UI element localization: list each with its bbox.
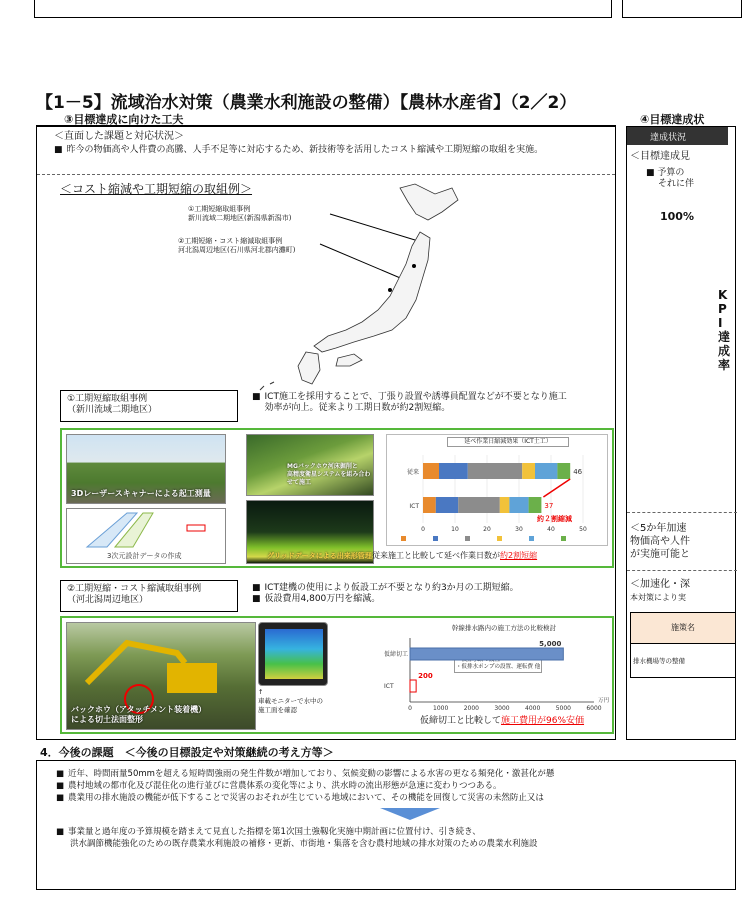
case2-label-line2: （河北潟周辺地区）	[67, 595, 149, 605]
accel-line1: ＜加速化・深	[630, 579, 690, 590]
chart1-reduction-arrow	[543, 479, 570, 497]
chart2-bar	[410, 648, 563, 660]
bullet-mark: ■	[252, 392, 261, 402]
chart2-tick-label: 2000	[463, 705, 479, 712]
photo1-caption: 3Dレーザースキャナーによる起工測量	[71, 489, 211, 498]
previous-page-box-left	[34, 0, 612, 18]
case2-bullet-1	[252, 583, 592, 594]
future-bullet-4	[56, 826, 538, 850]
photo3-caption	[287, 463, 373, 487]
bullet-mark: ■	[56, 781, 65, 791]
chart1-bar-segment	[509, 497, 528, 513]
bullet-mark: ■	[252, 594, 261, 604]
chart2-tick-label: 3000	[494, 705, 510, 712]
bullet-mark: ■	[252, 583, 261, 593]
photo4-caption: グリッドデータによる出来形管理	[267, 552, 372, 560]
photo-vehicle-monitor	[258, 622, 328, 686]
five-year-line2: 物価高や人件	[630, 536, 690, 547]
chart1-bar-segment	[522, 463, 535, 479]
chart1-reduction-note: 約２割縮減	[537, 515, 572, 523]
chart1-svg	[387, 435, 607, 543]
chart1-bar-segment	[500, 497, 510, 513]
future-bullet1-text: 近年、時間雨量50mmを超える短時間強雨の発生件数が増加しており、気候変動の影響による水害の更なる頻発化・激甚化が懸	[68, 769, 555, 779]
chart1-legend-swatch	[401, 536, 406, 541]
map-label-case1-line2: 新川流域二期地区(新潟県新潟市)	[188, 214, 292, 222]
bullet-mark: ■	[56, 827, 65, 837]
chart1-tick-label: 10	[451, 526, 459, 533]
future-bullet3-text: 農業用の排水施設の機能が低下することで災害のおそれが生じている地域において、その機能を回復して災害の未然防止又は	[68, 793, 544, 803]
bullet-mark: ■	[56, 793, 65, 803]
chart1-bar-segment	[436, 497, 458, 513]
section4-accel	[630, 578, 690, 604]
chart1-container	[386, 434, 608, 546]
chart2-container	[382, 622, 610, 714]
chart1-category-label: ICT	[409, 503, 419, 510]
chart2-value-label: 200	[418, 672, 433, 680]
chart1-bar-segment	[529, 497, 542, 513]
photo-mg-backhoe	[246, 434, 374, 496]
monitor-screen	[265, 629, 323, 679]
photo-grid-data	[246, 500, 374, 564]
future-bullet4-line1	[56, 826, 538, 838]
case1-label-line2: （新川流域二期地区）	[67, 405, 158, 415]
monitor-caption-line2: 施工面を確認	[258, 706, 297, 714]
section3-title: ③目標達成に向けた工夫	[64, 113, 184, 126]
chart2-category-label: ICT	[384, 683, 394, 690]
future-bullets	[56, 768, 736, 804]
section4-title: ④目標達成状	[640, 113, 705, 126]
monitor-caption-line1: 車載モニターで水中の	[258, 697, 323, 705]
section4-table	[630, 612, 736, 678]
chart2-tick-label: 4000	[525, 705, 541, 712]
honshu-shape	[314, 232, 430, 352]
photo2-caption: 3次元設計データの作成	[107, 552, 182, 560]
design-data-diagram	[67, 509, 227, 549]
case2-comparison	[420, 716, 584, 727]
shikoku-shape	[336, 354, 362, 366]
map-label-case2-line1: ②工期短縮・コスト縮減取組事例	[178, 237, 283, 245]
photo-backhoe-attachment	[66, 622, 256, 730]
chart1-bar-segment	[423, 497, 436, 513]
case2-bullets	[252, 583, 592, 605]
section4-bullet	[646, 168, 694, 190]
kpi-char-5: 成	[718, 344, 731, 358]
chart2-unit-label: 万円	[598, 698, 610, 704]
chart2-category-label: 仮締切工	[384, 651, 409, 658]
photo3-caption-line1: MGバックホウ河床掘削と	[287, 463, 358, 470]
case1-comparison	[372, 550, 537, 561]
section4-divider1	[627, 512, 737, 513]
kyushu-shape	[298, 352, 320, 384]
chart1-legend-swatch	[497, 536, 502, 541]
kpi-char-1: K	[718, 288, 728, 302]
examples-heading: ＜コスト縮減や工期短縮の取組例＞	[60, 182, 253, 196]
case1-label-line1: ①工期短縮取組事例	[67, 394, 148, 404]
section4-bullet-text2: それに伴	[658, 179, 695, 189]
chart2-tick-label: 5000	[555, 705, 571, 712]
accel-line2: 本対策により実	[630, 593, 686, 602]
issues-bullet	[54, 145, 574, 156]
section4-kpi-label	[718, 288, 730, 372]
photo-3d-design-data	[66, 508, 226, 564]
chart1-bar-segment	[557, 463, 570, 479]
monitor-caption	[258, 688, 323, 715]
bullet-mark: ■	[56, 769, 65, 779]
map-leader-line-1	[330, 214, 415, 240]
map-label-case2-line2: 河北潟周辺地区(石川県河北郡内灘町)	[178, 246, 296, 254]
future-title: 4．今後の課題 ＜今後の目標設定や対策継続の考え方等＞	[40, 746, 334, 759]
chart1-bar-segment	[535, 463, 557, 479]
future-bullet4-text2: 洪水調節機能強化のための既存農業水利施設の補修・更新、市街地・集落を含む農村地域の排水対策のための農業水利施設	[70, 839, 538, 849]
five-year-line1: ＜5か年加速	[630, 523, 687, 534]
chart2-title: 幹線排水路内の施工方法の比較検討	[452, 624, 556, 632]
chart2-tick-label: 6000	[586, 705, 602, 712]
future-bullet4-text1: 事業量と過年度の予算規模を踏まえて見直した指標を第1次国土強靱化実施中期計画に位置付け、引き続き、	[68, 827, 481, 837]
chart1-bar-segment	[468, 463, 522, 479]
chart2-bar	[410, 680, 416, 692]
case2-label-line1: ②工期短縮・コスト縮減取組事例	[67, 584, 202, 594]
chart1-total-label: 37	[544, 502, 554, 510]
chart2-svg	[382, 622, 610, 714]
dashed-divider	[37, 174, 615, 175]
section4-line1: ＜目標達成見	[630, 151, 690, 162]
chart1-legend-swatch	[433, 536, 438, 541]
chart2-tick-label: 0	[408, 705, 412, 712]
case1-text: ICT施工を採用することで、丁張り設置や誘導員配置などが不要となり施工効率が向上。従来より工期日数が約2割短縮。	[264, 392, 567, 413]
map-leader-line-2	[320, 244, 405, 280]
chart1-tick-label: 30	[515, 526, 523, 533]
case1-comparison-prefix: 従来施工と比較して延べ作業日数が	[372, 551, 500, 560]
case1-bullet	[252, 392, 572, 414]
chart1-legend-swatch	[561, 536, 566, 541]
case2-bullet2-text: 仮設費用4,800万円を縮減。	[264, 594, 381, 604]
chart1-bar-segment	[423, 463, 439, 479]
section4-divider2	[627, 570, 737, 571]
five-year-line3: が実施可能と	[630, 549, 690, 560]
down-arrow-icon	[380, 808, 440, 822]
section4-table-header: 施策名	[631, 613, 735, 644]
chart1-tick-label: 40	[547, 526, 555, 533]
kpi-char-4: 達	[718, 330, 731, 344]
future-bullet-1	[56, 768, 736, 780]
photo5-caption	[71, 705, 206, 725]
section4-tab-status: 達成状況	[650, 133, 687, 143]
case1-comparison-highlight: 約2割短縮	[500, 551, 538, 560]
kpi-char-2: P	[718, 302, 727, 316]
map-label-case1-line1: ①工期短縮取組事例	[188, 205, 251, 213]
case2-comparison-prefix: 仮締切工と比較して	[420, 716, 502, 726]
kpi-char-3: I	[718, 316, 723, 330]
site-marker-1	[412, 264, 416, 268]
site-marker-2	[388, 288, 392, 292]
future-bullet-2	[56, 780, 736, 792]
photo3-caption-line2: 高精度衛星システムを組み合わせて施工	[287, 471, 371, 486]
chart1-legend-swatch	[529, 536, 534, 541]
photo-3d-laser-survey	[66, 434, 226, 504]
section4-bullet-text1: 予算の	[657, 168, 685, 178]
case1-label-box	[60, 390, 238, 422]
section4-table-cell: 排水機場等の整備	[633, 657, 685, 665]
case2-comparison-highlight: 施工費用が96%安価	[501, 716, 585, 726]
chart1-title: 延べ作業日縮減効果（ICT土工）	[447, 437, 569, 447]
chart2-note-line3: ・仮排水ポンプの設置、運転費 他	[456, 664, 541, 670]
issues-text: 昨今の物価高や人件費の高騰、人手不足等に対応するため、新技術等を活用したコスト縮減や工期短縮の取組を実施。	[66, 145, 544, 155]
case2-label-box	[60, 580, 238, 612]
previous-page-box-right	[622, 0, 742, 18]
hokkaido-shape	[400, 184, 458, 220]
section4-five-year	[630, 522, 690, 561]
chart1-tick-label: 50	[579, 526, 587, 533]
photo5-caption-line2: による切土法面整形	[71, 715, 143, 724]
bullet-mark: ■	[54, 145, 63, 155]
chart1-tick-label: 20	[483, 526, 491, 533]
chart1-bar-segment	[439, 463, 468, 479]
kpi-char-6: 率	[718, 358, 731, 372]
section4-bullet-line1	[646, 168, 694, 179]
chart1-bar-segment	[458, 497, 500, 513]
chart1-total-label: 46	[573, 468, 583, 476]
chart2-tick-label: 1000	[433, 705, 449, 712]
case2-bullet-2	[252, 594, 592, 605]
japan-map	[230, 180, 480, 400]
section4-percent: 100%	[660, 210, 694, 223]
page-title: 【1－5】流域治水対策（農業水利施設の整備）【農林水産省】（2／2）	[36, 93, 577, 113]
future-bullet-3	[56, 792, 736, 804]
chart1-tick-label: 0	[421, 526, 425, 533]
case2-bullet1-text: ICT建機の使用により仮設工が不要となり約3か月の工期短縮。	[264, 583, 519, 593]
photo5-caption-line1: バックホウ（アタッチメント装着機）	[71, 705, 207, 714]
issues-heading: ＜直面した課題と対応状況＞	[54, 131, 184, 142]
chart2-value-label: 5,000	[539, 640, 562, 648]
chart1-legend-swatch	[465, 536, 470, 541]
chart1-category-label: 従来	[406, 469, 419, 476]
future-bullet2-text: 農村地域の都市化及び混住化の進行並びに営農体系の変化等により、洪水時の流出形態が急速に変わりつつある。	[68, 781, 502, 791]
monitor-caption-mark: ↑	[258, 688, 264, 696]
bullet-mark: ■	[646, 168, 655, 178]
